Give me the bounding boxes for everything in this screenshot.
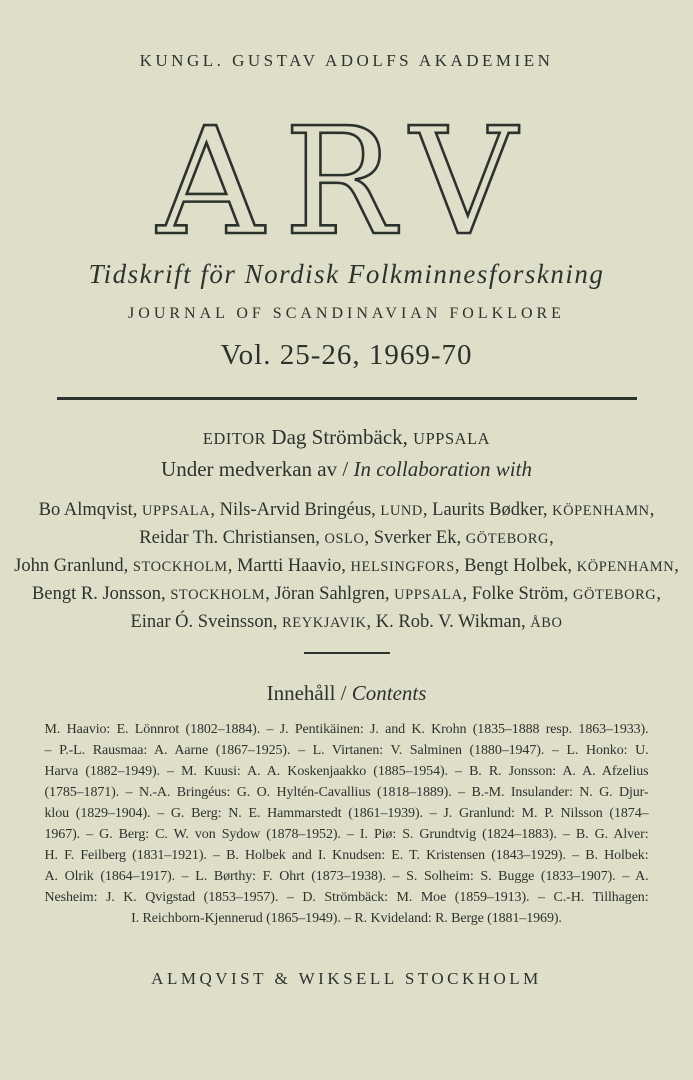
contents-line: H. F. Feilberg (1831–1921). – B. Holbek and I. Knudsen: E. T. Kristensen (1843–1929). – B. Holbek: [44, 848, 649, 864]
contents-heading-english: Contents [351, 681, 427, 706]
collaborators-line: John Granlund, STOCKHOLM, Martti Haavio, HELSINGFORS, Bengt Holbek, KÖPENHAMN, [14, 556, 679, 577]
subtitle-swedish: Tidskrift för Nordisk Folkminnesforskning [88, 259, 605, 290]
collaboration-intro [0, 457, 693, 482]
collaborators-line: Bengt R. Jonsson, STOCKHOLM, Jöran Sahlgren, UPPSALA, Folke Ström, GÖTEBORG, [32, 584, 661, 605]
collaboration-intro-swedish: Under medverkan av / [161, 457, 354, 482]
contents-line-last: I. Reichborn-Kjennerud (1865–1949). – R. Kvideland: R. Berge (1881–1969). [131, 911, 562, 927]
contents-paragraph [45, 719, 649, 929]
contents-line: – P.-L. Rausmaa: A. Aarne (1867–1925). – L. Virtanen: V. Salminen (1880–1947). – L. Honko: U. [44, 743, 649, 759]
contents-line: klou (1829–1904). – G. Berg: N. E. Hammarstedt (1861–1939). – J. Granlund: M. P. Nilsson (1874– [44, 806, 649, 822]
academy-name: KUNGL. GUSTAV ADOLFS AKADEMIEN [139, 51, 554, 70]
editor-line: EDITOR Dag Strömbäck, UPPSALA [202, 425, 491, 450]
contents-line: Nesheim: J. K. Qvigstad (1853–1957). – D. Strömbäck: M. Moe (1859–1913). – C.-H. Tillhagen: [44, 890, 649, 906]
masthead-title-text: ARV [156, 97, 537, 250]
contents-line: A. Olrik (1864–1917). – L. Børthy: F. Ohrt (1873–1938). – S. Solheim: S. Bugge (1833–1907). – A. [44, 869, 649, 885]
contents-line: M. Haavio: E. Lönnrot (1802–1884). – J. Pentikäinen: J. and K. Krohn (1835–1888 resp. 1863–1933). [44, 722, 649, 738]
contents-heading [0, 681, 693, 706]
short-horizontal-rule [304, 652, 390, 654]
collaboration-intro-english: In collaboration with [353, 457, 532, 482]
contents-line: 1967). – G. Berg: C. W. von Sydow (1878–1952). – I. Piø: S. Grundtvig (1824–1883). – B. G. Alver: [44, 827, 649, 843]
main-horizontal-rule [57, 397, 637, 400]
masthead [0, 97, 693, 249]
collaborators-line: Reidar Th. Christiansen, OSLO, Sverker Ek, GÖTEBORG, [139, 528, 554, 549]
publisher-imprint: ALMQVIST & WIKSELL STOCKHOLM [151, 969, 542, 989]
subtitle-english: JOURNAL OF SCANDINAVIAN FOLKLORE [128, 305, 565, 323]
collaborators-line: Einar Ó. Sveinsson, REYKJAVIK, K. Rob. V. Wikman, ÅBO [130, 612, 563, 633]
contents-line: (1785–1871). – N.-A. Bringéus: G. O. Hyltén-Cavallius (1818–1889). – B.-M. Insulander: N. G. Djur- [44, 785, 649, 801]
contents-line: Harva (1882–1949). – M. Kuusi: A. A. Koskenjaakko (1885–1954). – B. R. Jonsson: A. A. Afzelius [44, 764, 649, 780]
collaborators-line: Bo Almqvist, UPPSALA, Nils-Arvid Bringéus, LUND, Laurits Bødker, KÖPENHAMN, [38, 500, 655, 521]
masthead-arv-logotype [117, 97, 577, 249]
contents-heading-swedish: Innehåll / [266, 681, 352, 706]
collaborators-list [0, 497, 693, 637]
volume-line: Vol. 25-26, 1969-70 [220, 339, 473, 372]
